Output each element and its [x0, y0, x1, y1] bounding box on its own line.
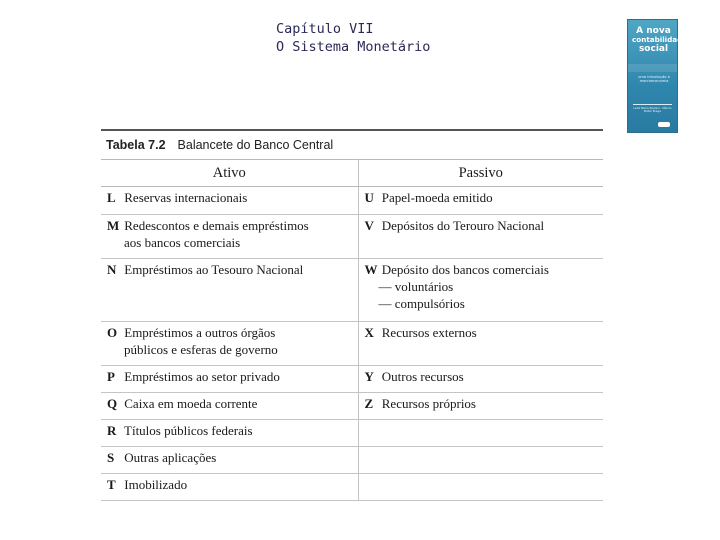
passivo-code: X	[364, 325, 374, 340]
ativo-text: Redescontos e demais empréstimos	[124, 218, 309, 233]
ativo-code: P	[107, 369, 115, 384]
book-cover-image	[627, 19, 688, 133]
table-row	[101, 215, 603, 259]
ativo-text: Empréstimos a outros órgãos	[124, 325, 276, 340]
balance-sheet-table-area	[101, 129, 603, 501]
ativo-code: L	[107, 190, 116, 205]
passivo-cell	[358, 366, 603, 393]
ativo-code: S	[107, 450, 115, 465]
ativo-code: R	[107, 423, 117, 438]
passivo-subitem: — compulsórios	[378, 296, 465, 311]
table-row	[101, 366, 603, 393]
cover-title-line2: contabilidade	[632, 35, 688, 44]
passivo-cell	[358, 474, 603, 501]
column-header-ativo: Ativo	[101, 160, 358, 187]
passivo-code: Y	[364, 369, 374, 384]
table-title: Balancete do Banco Central	[177, 138, 334, 152]
ativo-text: Caixa em moeda corrente	[124, 396, 258, 411]
ativo-cell	[101, 393, 358, 420]
balance-sheet-table	[101, 159, 603, 501]
cover-authors: Leda Maria Paulani · Márcio Bobik Braga	[633, 106, 672, 114]
ativo-text: Imobilizado	[124, 477, 188, 492]
table-number: Tabela 7.2	[106, 138, 166, 152]
passivo-cell	[358, 393, 603, 420]
slide-header	[276, 20, 430, 56]
ativo-text: Reservas internacionais	[124, 190, 248, 205]
table-row	[101, 474, 603, 501]
ativo-code: O	[107, 325, 118, 340]
ativo-cell	[101, 447, 358, 474]
passivo-code: V	[364, 218, 374, 233]
ativo-cell	[101, 474, 358, 501]
passivo-cell	[358, 215, 603, 259]
passivo-text: Recursos externos	[381, 325, 477, 340]
passivo-cell	[358, 322, 603, 366]
cover-title	[632, 26, 688, 55]
cover-title-line3: social	[638, 44, 669, 55]
cover-title-line1: A nova	[636, 26, 671, 36]
ativo-code: T	[107, 477, 116, 492]
table-row	[101, 420, 603, 447]
passivo-code: Z	[364, 396, 374, 411]
ativo-cell	[101, 187, 358, 215]
chapter-subtitle: O Sistema Monetário	[276, 39, 431, 55]
ativo-cell	[101, 420, 358, 447]
ativo-cell	[101, 366, 358, 393]
passivo-subitem: — voluntários	[378, 279, 454, 294]
passivo-text: Depósitos do Terouro Nacional	[381, 218, 545, 233]
table-row	[101, 447, 603, 474]
ativo-code: Q	[107, 396, 118, 411]
ativo-code: N	[107, 262, 117, 277]
table-header-row	[101, 160, 603, 187]
passivo-cell	[358, 420, 603, 447]
passivo-text: Recursos próprios	[381, 396, 476, 411]
passivo-cell	[358, 259, 603, 322]
passivo-cell	[358, 447, 603, 474]
passivo-cell	[358, 187, 603, 215]
passivo-text: Depósito dos bancos comerciais	[381, 262, 549, 277]
table-caption	[101, 131, 603, 159]
cover-subtitle: uma introdução à macroeconomia	[638, 75, 670, 84]
table-row	[101, 187, 603, 215]
chapter-title: Capítulo VII	[276, 21, 374, 37]
ativo-text: Títulos públicos federais	[124, 423, 253, 438]
table-row	[101, 259, 603, 322]
passivo-text: Outros recursos	[381, 369, 464, 384]
cover-divider	[633, 104, 672, 105]
passivo-text: Papel-moeda emitido	[381, 190, 493, 205]
passivo-code: W	[364, 262, 378, 277]
ativo-text-cont: aos bancos comerciais	[124, 235, 241, 250]
ativo-text-cont: públicos e esferas de governo	[124, 342, 278, 357]
ativo-cell	[101, 322, 358, 366]
ativo-cell	[101, 215, 358, 259]
cover-stripe	[628, 64, 677, 72]
ativo-text: Outras aplicações	[124, 450, 217, 465]
ativo-text: Empréstimos ao Tesouro Nacional	[124, 262, 304, 277]
column-header-passivo: Passivo	[358, 160, 603, 187]
table-row	[101, 393, 603, 420]
ativo-text: Empréstimos ao setor privado	[124, 369, 280, 384]
table-row	[101, 322, 603, 366]
passivo-code: U	[364, 190, 374, 205]
ativo-code: M	[107, 218, 120, 233]
publisher-logo-icon	[658, 122, 670, 127]
ativo-cell	[101, 259, 358, 322]
